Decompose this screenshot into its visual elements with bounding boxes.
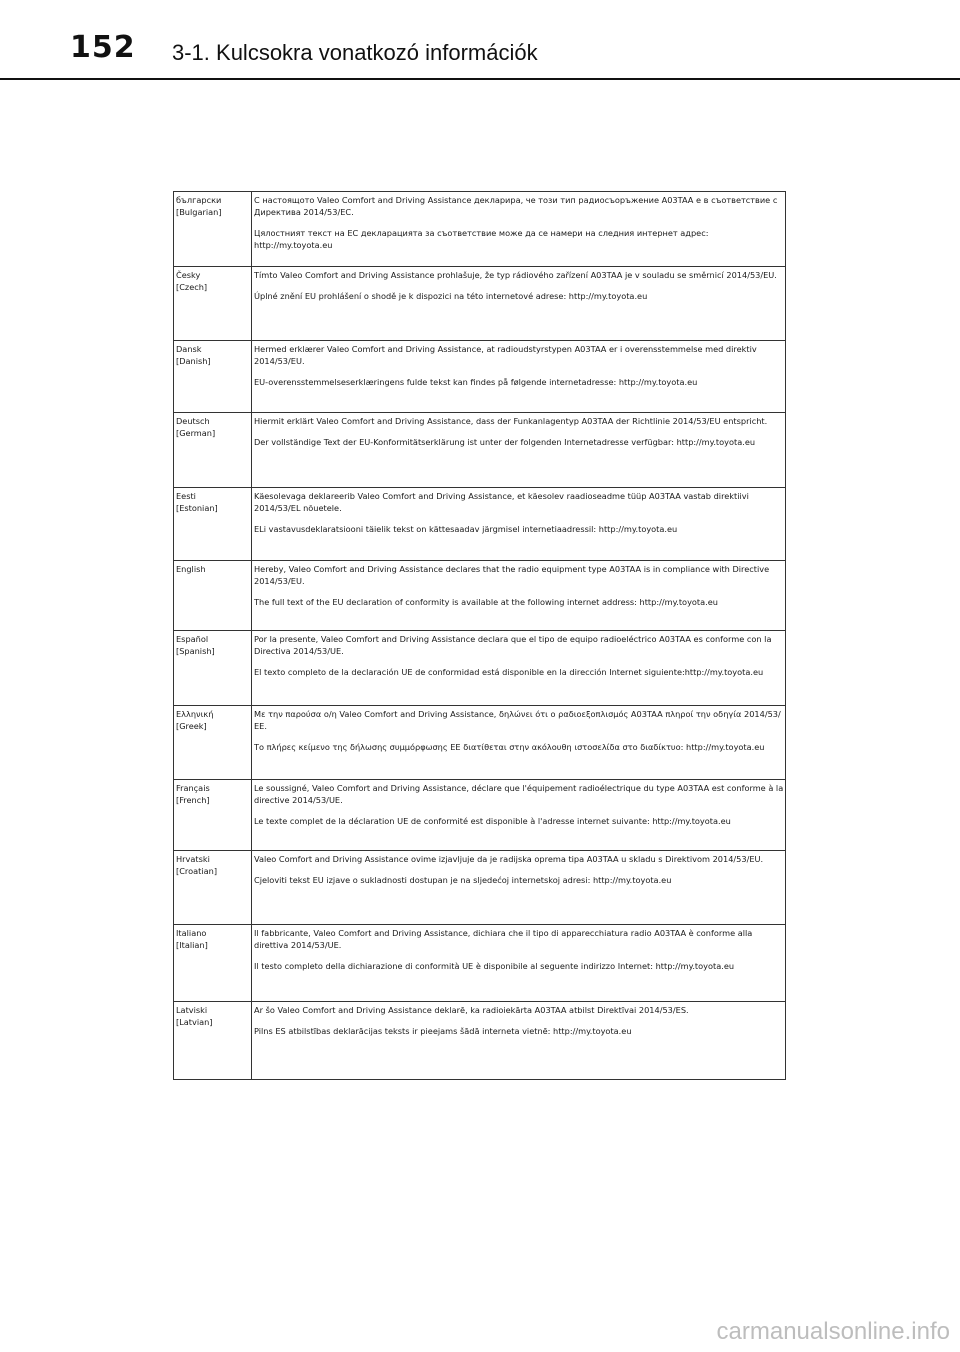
table-row xyxy=(174,488,786,560)
declaration-text: С настоящото Valeo Comfort and Driving Assistance декларира, че този тип радиосъоръжение A03TAA е в съответствие с Директива 2014/53/ЕС. xyxy=(254,195,778,217)
language-name: Ελληνική xyxy=(176,709,214,720)
header-divider xyxy=(0,78,960,80)
declaration-text: Tímto Valeo Comfort and Driving Assistance prohlašuje, že typ rádiového zařízení A03TAA je v souladu se směrnicí 2014/53/EU. xyxy=(254,270,777,281)
declaration-cell xyxy=(252,630,786,705)
declaration-text: Ar šo Valeo Comfort and Driving Assistance deklarē, ka radioiekārta A03TAA atbilst Direktīvai 2014/53/ES. xyxy=(254,1004,689,1015)
declaration-cell xyxy=(252,925,786,1001)
declaration-cell xyxy=(252,340,786,412)
language-cell xyxy=(174,340,252,412)
language-cell xyxy=(174,192,252,267)
table-row xyxy=(174,560,786,630)
table-row xyxy=(174,412,786,487)
language-english-name: [Czech] xyxy=(176,282,208,293)
language-name: Français xyxy=(176,782,210,793)
language-name: Latviski xyxy=(176,1004,208,1015)
page-header xyxy=(0,0,960,80)
page-number: 152 xyxy=(70,30,136,65)
table-row xyxy=(174,630,786,705)
declaration-cell xyxy=(252,560,786,630)
full-text-note: Le texte complet de la déclaration UE de conformité est disponible à l'adresse internet suivante: http://my.toyota.eu xyxy=(254,815,731,826)
declaration-text: Valeo Comfort and Driving Assistance ovime izjavljuje da je radijska oprema tipa A03TAA u skladu s Direktivom 2014/53/EU. xyxy=(254,853,764,864)
declaration-table xyxy=(173,191,786,1080)
language-name: Deutsch xyxy=(176,415,210,426)
table-row xyxy=(174,925,786,1001)
full-text-note: EU-overensstemmelseserklæringens fulde tekst kan findes på følgende internetadresse: http://my.toyota.eu xyxy=(254,376,698,387)
declaration-cell xyxy=(252,850,786,924)
section-title: 3-1. Kulcsokra vonatkozó információk xyxy=(172,40,538,65)
language-english-name: [Croatian] xyxy=(176,865,218,876)
full-text-note: Il testo completo della dichiarazione di conformità UE è disponibile al seguente indirizzo Internet: http://my.toyota.eu xyxy=(254,961,735,972)
language-name: Español xyxy=(176,633,209,644)
declaration-cell xyxy=(252,488,786,560)
watermark-text: carmanualsonline.info xyxy=(716,1318,950,1345)
full-text-note: Der vollständige Text der EU-Konformitätserklärung ist unter der folgenden Internetadresse verfügbar: http://my.toyota.eu xyxy=(254,436,756,447)
language-cell xyxy=(174,779,252,850)
full-text-note: Úplné znění EU prohlášení o shodě je k dispozici na této internetové adrese: http://my.toyota.eu xyxy=(254,291,648,302)
declaration-cell xyxy=(252,192,786,267)
language-english-name: [Latvian] xyxy=(176,1016,213,1027)
table-row xyxy=(174,779,786,850)
language-english-name: [Italian] xyxy=(176,940,208,951)
language-name: Italiano xyxy=(176,928,207,939)
language-name: Hrvatski xyxy=(176,853,210,864)
full-text-note: El texto completo de la declaración UE de conformidad está disponible en la dirección Internet siguiente:http://my.toyota.eu xyxy=(254,666,764,677)
full-text-note: Cjeloviti tekst EU izjave o sukladnosti dostupan je na sljedećoj internetskoj adresi: http://my.toyota.eu xyxy=(254,874,672,885)
full-text-note: Цялостният текст на ЕС декларацията за съответствие може да се намери на следния интернет адрес: http://my.toyota.eu xyxy=(254,228,709,250)
language-name: Česky xyxy=(176,270,201,281)
declaration-text: Le soussigné, Valeo Comfort and Driving Assistance, déclare que l'équipement radioélectrique du type A03TAA est conforme à la directive 2014/53/UE. xyxy=(254,782,784,805)
language-cell xyxy=(174,488,252,560)
declaration-cell xyxy=(252,706,786,779)
full-text-note: The full text of the EU declaration of conformity is available at the following internet address: http://my.toyota.eu xyxy=(254,596,718,607)
language-name: български xyxy=(176,195,222,205)
table-row xyxy=(174,192,786,267)
declaration-text: Hiermit erklärt Valeo Comfort and Driving Assistance, dass der Funkanlagentyp A03TAA der Richtlinie 2014/53/EU entspricht. xyxy=(254,415,768,426)
full-text-note: Το πλήρες κείμενο της δήλωσης συμμόρφωσης ΕΕ διατίθεται στην ακόλουθη ιστοσελίδα στο διαδίκτυο: http://my.toyota.eu xyxy=(254,742,765,753)
table-row xyxy=(174,850,786,924)
language-cell xyxy=(174,630,252,705)
language-name: Dansk xyxy=(176,343,202,354)
declaration-cell xyxy=(252,779,786,850)
language-english-name: [Estonian] xyxy=(176,503,218,514)
table-row xyxy=(174,1001,786,1079)
language-english-name: [Danish] xyxy=(176,355,211,366)
language-english-name: [Greek] xyxy=(176,721,207,732)
declaration-text: Il fabbricante, Valeo Comfort and Driving Assistance, dichiara che il tipo di apparecchiatura radio A03TAA è conforme alla direttiva 2014/53/UE. xyxy=(254,928,753,951)
declaration-cell xyxy=(252,267,786,340)
declaration-text: Hermed erklærer Valeo Comfort and Driving Assistance, at radioudstyrstypen A03TAA er i overensstemmelse med direktiv 2014/53/EU. xyxy=(254,343,757,366)
language-cell xyxy=(174,412,252,487)
declaration-text: Por la presente, Valeo Comfort and Driving Assistance declara que el tipo de equipo radioeléctrico A03TAA es conforme con la Directiva 2014/53/UE. xyxy=(254,633,772,656)
language-cell xyxy=(174,850,252,924)
language-cell xyxy=(174,706,252,779)
declaration-text: Hereby, Valeo Comfort and Driving Assistance declares that the radio equipment type A03TAA is in compliance with Directive 2014/53/EU. xyxy=(254,563,770,586)
language-name: English xyxy=(176,563,206,574)
language-cell xyxy=(174,1001,252,1079)
table-row xyxy=(174,706,786,779)
declaration-text: Käesolevaga deklareerib Valeo Comfort and Driving Assistance, et käesolev raadioseadme tüüp A03TAA vastab direktiivi 2014/53/EL nõuetele. xyxy=(254,491,749,514)
declaration-cell xyxy=(252,412,786,487)
full-text-note: ELi vastavusdeklaratsiooni täielik tekst on kättesaadav järgmisel internetiaadressil: http://my.toyota.eu xyxy=(254,524,678,535)
table-row xyxy=(174,340,786,412)
language-english-name: [German] xyxy=(176,427,216,438)
table-row xyxy=(174,267,786,340)
language-cell xyxy=(174,267,252,340)
language-cell xyxy=(174,925,252,1001)
language-name: Eesti xyxy=(176,491,196,502)
language-english-name: [Bulgarian] xyxy=(176,207,222,217)
full-text-note: Pilns ES atbilstības deklarācijas teksts ir pieejams šādā interneta vietnē: http://my.toyota.eu xyxy=(254,1025,632,1036)
language-english-name: [French] xyxy=(176,794,210,805)
declaration-cell xyxy=(252,1001,786,1079)
language-english-name: [Spanish] xyxy=(176,645,215,656)
language-cell xyxy=(174,560,252,630)
declaration-text: Με την παρούσα ο/η Valeo Comfort and Driving Assistance, δηλώνει ότι ο ραδιοεξοπλισμός A03TAA πληροί την οδηγία 2014/53/ΕΕ. xyxy=(254,709,781,732)
